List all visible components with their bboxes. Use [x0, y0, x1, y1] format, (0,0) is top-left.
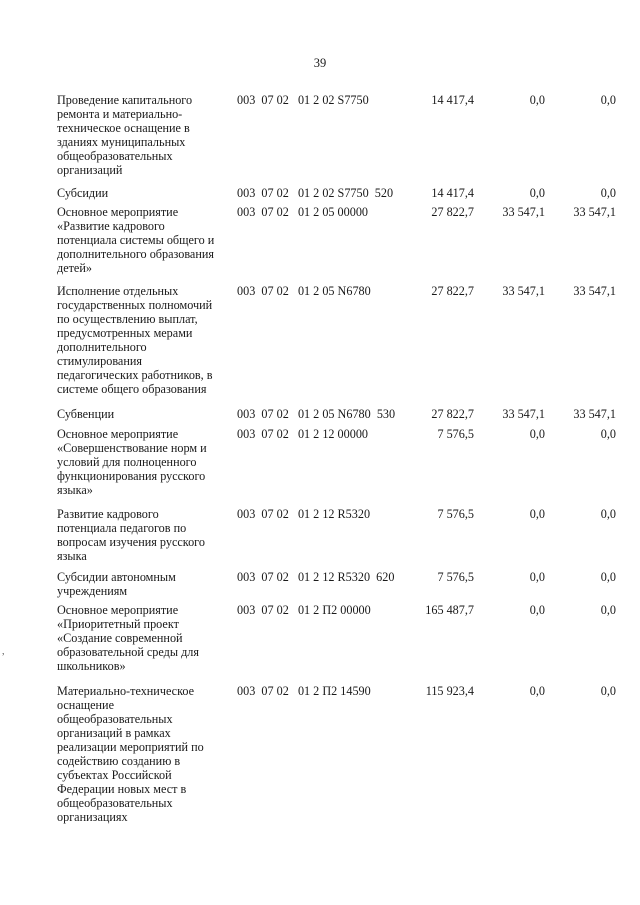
row-value-2: 0,0: [529, 570, 545, 584]
row-code: 003 07 02 01 2 05 N6780: [237, 284, 371, 298]
row-code: 003 07 02 01 2 12 R5320: [237, 507, 371, 521]
row-value-1: 7 576,5: [437, 507, 474, 521]
row-code: 003 07 02 01 2 П2 14590: [237, 684, 371, 698]
row-value-2: 33 547,1: [502, 205, 545, 219]
row-code: 003 07 02 01 2 12 R5320 620: [237, 570, 395, 584]
row-value-1: 7 576,5: [437, 427, 474, 441]
row-value-1: 165 487,7: [425, 603, 474, 617]
row-value-3: 33 547,1: [573, 284, 616, 298]
row-name: Исполнение отдельных государственных полномочий по осуществлению выплат, предусмотренных мерами дополнительного стимулирования педагогических работников, в системе общего образования: [57, 284, 213, 396]
row-value-3: 0,0: [600, 684, 616, 698]
row-value-3: 0,0: [600, 507, 616, 521]
row-name: Субвенции: [57, 407, 115, 421]
row-name: Субсидии автономным учреждениям: [57, 570, 176, 598]
row-value-3: 33 547,1: [573, 407, 616, 421]
row-code: 003 07 02 01 2 05 N6780 530: [237, 407, 396, 421]
row-code: 003 07 02 01 2 12 00000: [237, 427, 369, 441]
row-value-3: 0,0: [600, 570, 616, 584]
row-code: 003 07 02 01 2 П2 00000: [237, 603, 371, 617]
row-code: 003 07 02 01 2 05 00000: [237, 205, 369, 219]
row-code: 003 07 02 01 2 02 S7750 520: [237, 186, 394, 200]
row-value-1: 14 417,4: [431, 93, 474, 107]
row-value-3: 0,0: [600, 93, 616, 107]
row-value-1: 7 576,5: [437, 570, 474, 584]
row-value-2: 0,0: [529, 93, 545, 107]
page-number: 39: [313, 56, 327, 70]
row-value-2: 33 547,1: [502, 284, 545, 298]
row-value-3: 0,0: [600, 603, 616, 617]
row-name: Основное мероприятие «Развитие кадрового потенциала системы общего и дополнительного образования детей»: [57, 205, 215, 275]
row-value-3: 0,0: [600, 186, 616, 200]
row-value-2: 0,0: [529, 186, 545, 200]
row-value-1: 27 822,7: [431, 407, 474, 421]
row-value-1: 27 822,7: [431, 205, 474, 219]
row-value-2: 0,0: [529, 507, 545, 521]
row-value-2: 0,0: [529, 603, 545, 617]
row-code: 003 07 02 01 2 02 S7750: [237, 93, 369, 107]
row-name: Основное мероприятие «Приоритетный проект «Создание современной образовательной среды для школьников»: [57, 603, 199, 673]
margin-mark: ,: [2, 646, 5, 657]
row-name: Проведение капитального ремонта и материально- техническое оснащение в зданиях муниципальных общеобразовательных организаций: [57, 93, 193, 177]
row-value-1: 14 417,4: [431, 186, 474, 200]
row-value-2: 33 547,1: [502, 407, 545, 421]
row-name: Основное мероприятие «Совершенствование норм и условий для полноценного функционирования русского языка»: [57, 427, 207, 497]
row-name: Субсидии: [57, 186, 109, 200]
row-value-3: 33 547,1: [573, 205, 616, 219]
row-value-1: 115 923,4: [425, 684, 474, 698]
row-value-3: 0,0: [600, 427, 616, 441]
row-value-1: 27 822,7: [431, 284, 474, 298]
row-value-2: 0,0: [529, 427, 545, 441]
row-name: Материально-техническое оснащение общеобразовательных организаций в рамках реализации мероприятий по содействию созданию в субъектах Российской Федерации новых мест в общеобразовательных организациях: [57, 684, 204, 824]
row-value-2: 0,0: [529, 684, 545, 698]
row-name: Развитие кадрового потенциала педагогов по вопросам изучения русского языка: [57, 507, 205, 563]
